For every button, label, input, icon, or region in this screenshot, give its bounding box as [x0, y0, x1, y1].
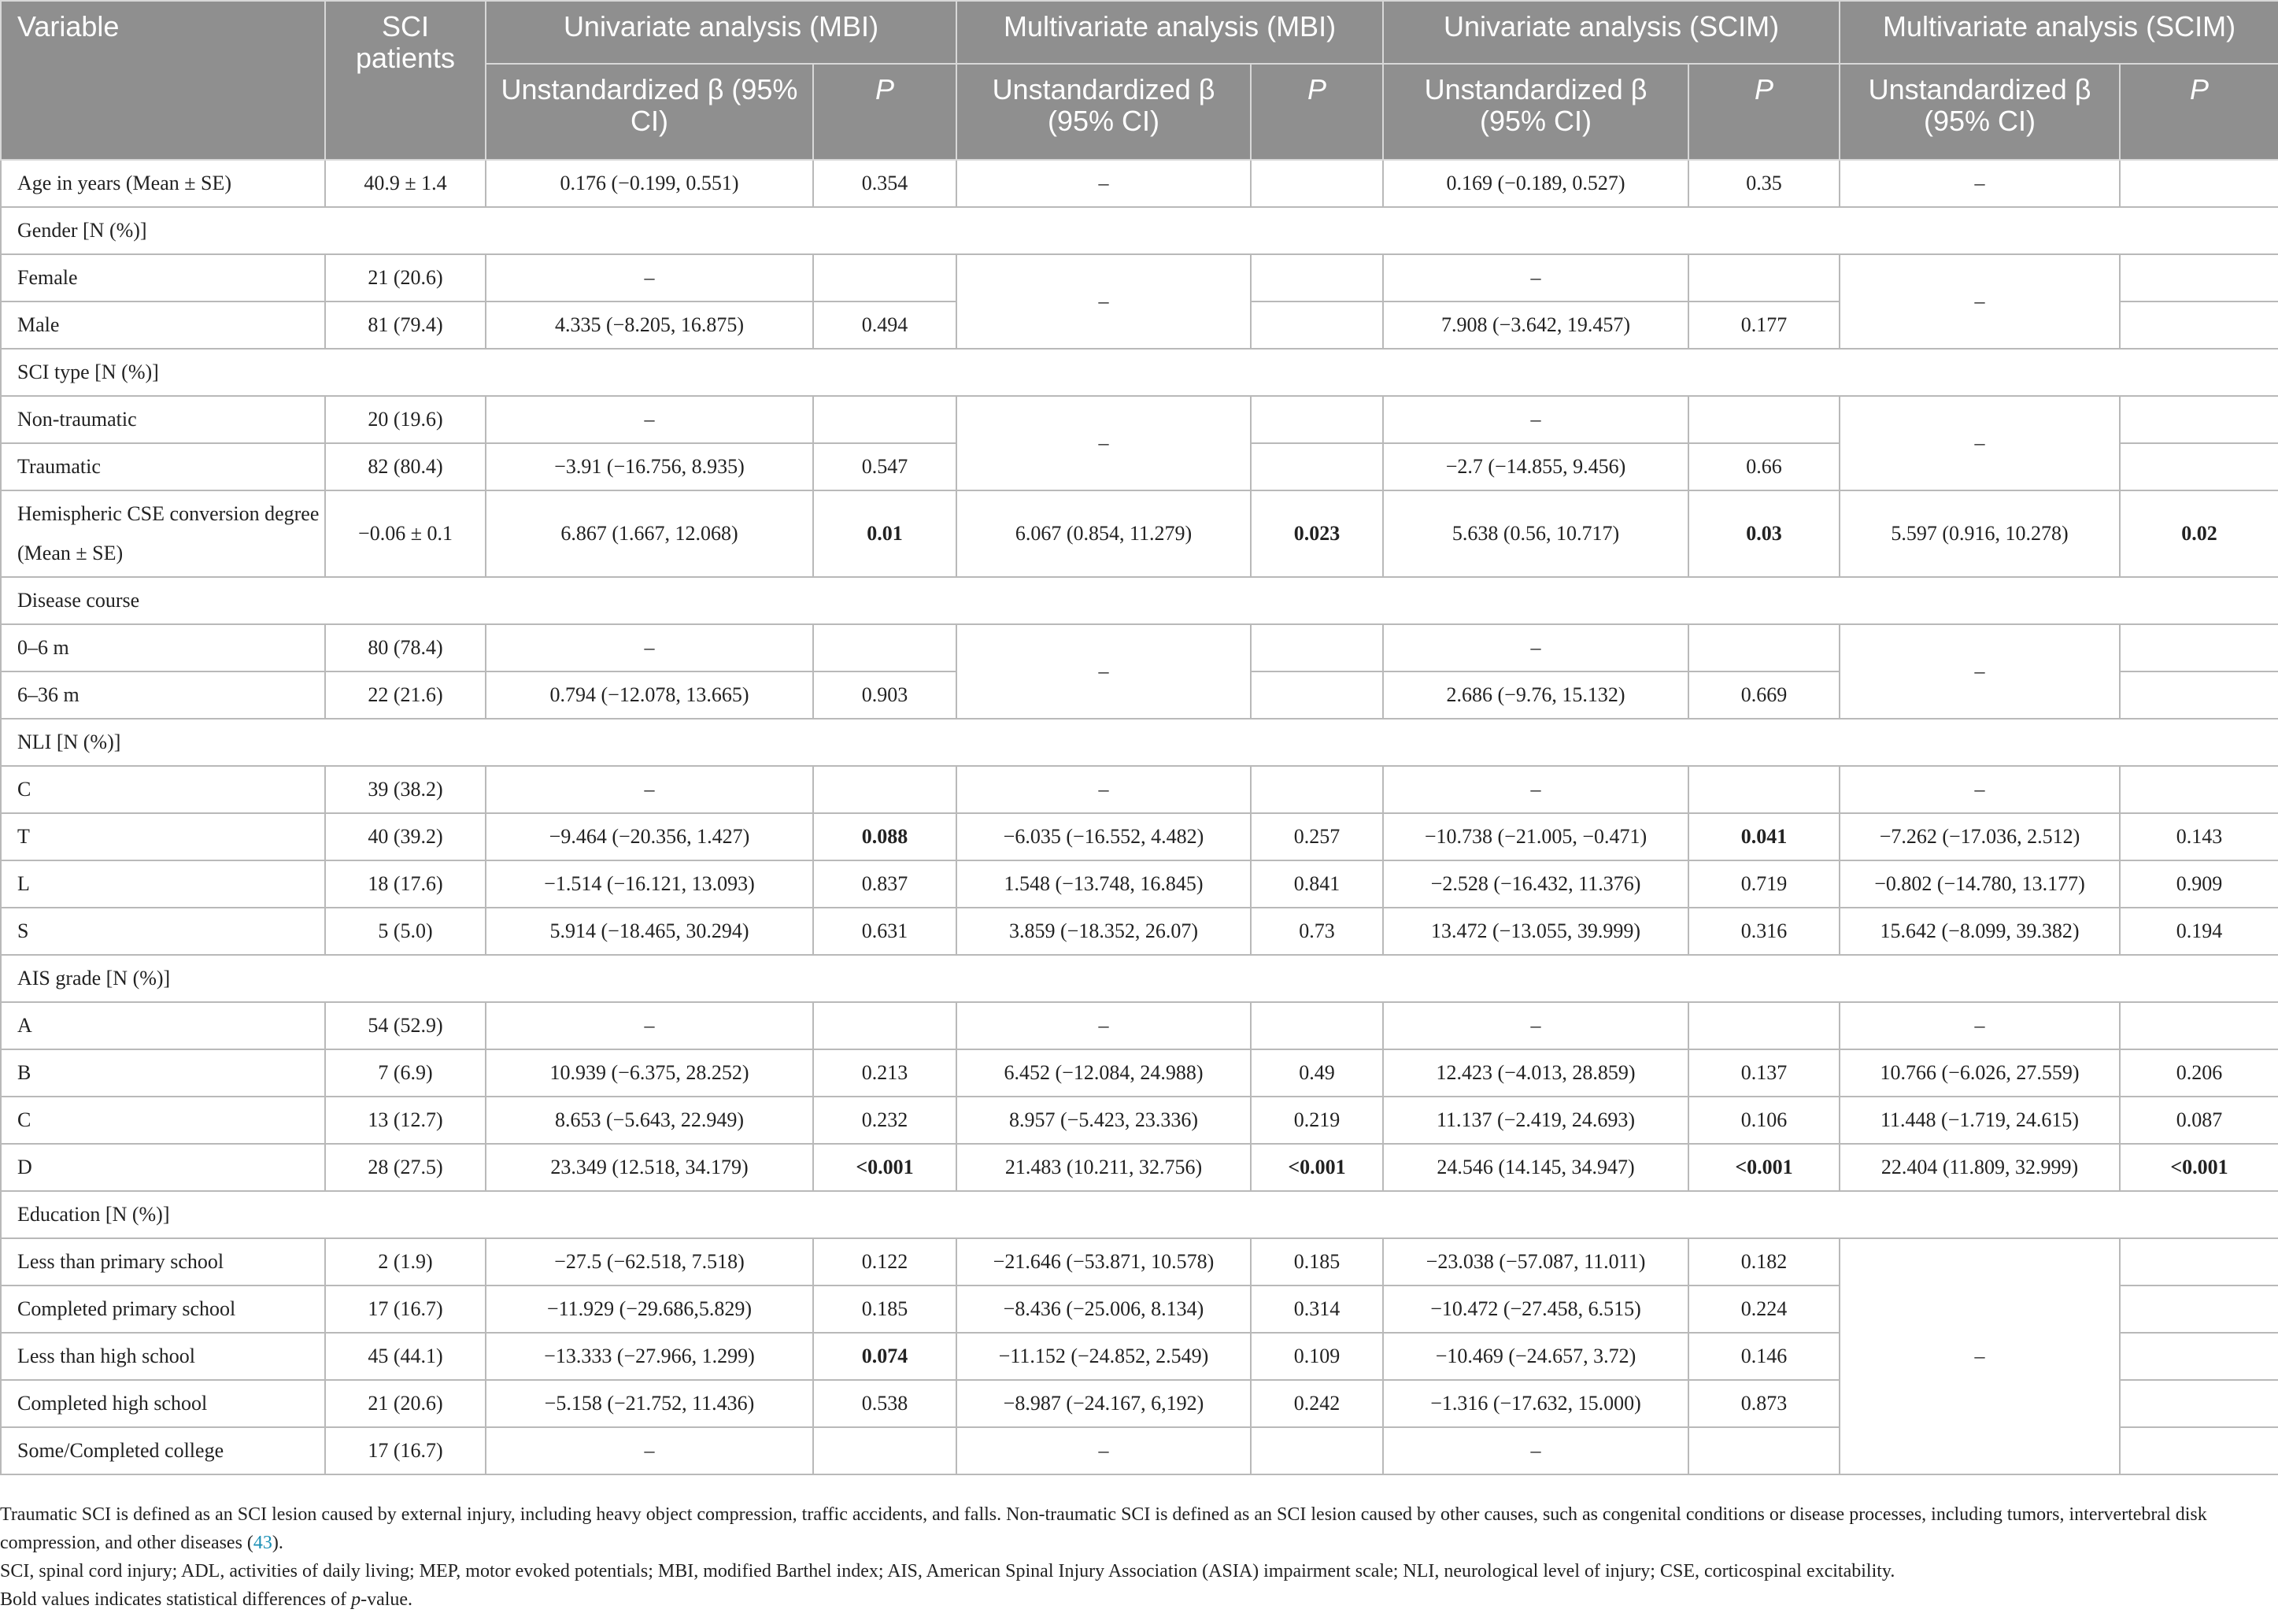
- cell-u-mbi-beta: 10.939 (−6.375, 28.252): [486, 1049, 813, 1097]
- cell-m-mbi-p: [1251, 396, 1383, 443]
- cell-u-mbi-beta: 0.794 (−12.078, 13.665): [486, 671, 813, 719]
- group-label: NLI [N (%)]: [1, 719, 2278, 766]
- cell-u-scim-beta: 0.169 (−0.189, 0.527): [1383, 160, 1688, 207]
- table-row: [1, 766, 2278, 813]
- cell-m-scim-beta: 22.404 (11.809, 32.999): [1840, 1144, 2120, 1191]
- cell-u-scim-p: [1688, 254, 1840, 301]
- cell-u-mbi-p: [813, 396, 956, 443]
- cell-m-scim-beta: –: [1840, 624, 2120, 719]
- cell-m-scim-p: [2120, 1238, 2278, 1286]
- cell-u-mbi-beta: –: [486, 1002, 813, 1049]
- cell-m-mbi-beta: –: [956, 254, 1251, 349]
- cell-m-mbi-beta: 3.859 (−18.352, 26.07): [956, 908, 1251, 955]
- cell-u-scim-p: [1688, 1427, 1840, 1474]
- cell-m-scim-p: 0.087: [2120, 1097, 2278, 1144]
- cell-u-scim-beta: 24.546 (14.145, 34.947): [1383, 1144, 1688, 1191]
- header-multivariate-scim: Multivariate analysis (SCIM): [1840, 1, 2278, 64]
- cell-u-mbi-beta: −13.333 (−27.966, 1.299): [486, 1333, 813, 1380]
- cell-u-scim-p: 0.137: [1688, 1049, 1840, 1097]
- table-row: [1, 254, 2278, 301]
- group-row: [1, 955, 2278, 1002]
- row-label: C: [1, 766, 325, 813]
- cell-u-mbi-beta: –: [486, 1427, 813, 1474]
- cell-sci: 54 (52.9): [325, 1002, 486, 1049]
- cell-u-scim-p: [1688, 1002, 1840, 1049]
- cell-u-scim-beta: –: [1383, 766, 1688, 813]
- cell-m-mbi-beta: –: [956, 624, 1251, 719]
- header-beta: Unstandardized β (95% CI): [1840, 64, 2120, 160]
- row-label: T: [1, 813, 325, 860]
- cell-u-mbi-p: 0.547: [813, 443, 956, 490]
- cell-u-scim-p: 0.106: [1688, 1097, 1840, 1144]
- cell-m-mbi-beta: –: [956, 1002, 1251, 1049]
- cell-u-mbi-p: [813, 254, 956, 301]
- cell-m-scim-beta: –: [1840, 254, 2120, 349]
- cell-sci: 39 (38.2): [325, 766, 486, 813]
- cell-u-scim-beta: –: [1383, 624, 1688, 671]
- cell-u-scim-beta: −10.469 (−24.657, 3.72): [1383, 1333, 1688, 1380]
- cell-sci: 5 (5.0): [325, 908, 486, 955]
- cell-u-scim-p: 0.35: [1688, 160, 1840, 207]
- cell-m-mbi-p: [1251, 160, 1383, 207]
- cell-u-mbi-p: 0.903: [813, 671, 956, 719]
- cell-u-scim-beta: −2.7 (−14.855, 9.456): [1383, 443, 1688, 490]
- group-row: [1, 577, 2278, 624]
- cell-u-scim-beta: –: [1383, 396, 1688, 443]
- row-label: B: [1, 1049, 325, 1097]
- cell-sci: 17 (16.7): [325, 1427, 486, 1474]
- table-body: [1, 160, 2278, 1474]
- header-beta: Unstandardized β (95% CI): [486, 64, 813, 160]
- cell-m-mbi-p: 0.841: [1251, 860, 1383, 908]
- cell-m-scim-p: [2120, 160, 2278, 207]
- cell-m-mbi-p: 0.257: [1251, 813, 1383, 860]
- header-univariate-scim: Univariate analysis (SCIM): [1383, 1, 1840, 64]
- bold-note-end: -value.: [361, 1589, 413, 1610]
- cell-u-mbi-p: 0.01: [813, 490, 956, 577]
- table-row: [1, 1144, 2278, 1191]
- cell-u-scim-p: 0.03: [1688, 490, 1840, 577]
- cell-u-mbi-p: 0.122: [813, 1238, 956, 1286]
- header-multivariate-mbi: Multivariate analysis (MBI): [956, 1, 1383, 64]
- cell-u-mbi-beta: –: [486, 254, 813, 301]
- row-label: Female: [1, 254, 325, 301]
- header-sci-patients: SCI patients: [325, 1, 486, 160]
- cell-m-scim-p: [2120, 1380, 2278, 1427]
- cell-u-mbi-p: 0.088: [813, 813, 956, 860]
- cell-m-mbi-p: 0.314: [1251, 1286, 1383, 1333]
- row-label: A: [1, 1002, 325, 1049]
- footnote-definitions-end: ).: [272, 1533, 283, 1553]
- cell-u-mbi-p: 0.631: [813, 908, 956, 955]
- cell-m-scim-p: 0.143: [2120, 813, 2278, 860]
- cell-m-scim-beta: –: [1840, 396, 2120, 490]
- cell-u-mbi-p: 0.213: [813, 1049, 956, 1097]
- cell-u-scim-beta: –: [1383, 254, 1688, 301]
- reference-link[interactable]: 43: [253, 1533, 272, 1553]
- cell-m-mbi-p: 0.219: [1251, 1097, 1383, 1144]
- cell-m-scim-p: [2120, 766, 2278, 813]
- cell-m-mbi-beta: 21.483 (10.211, 32.756): [956, 1144, 1251, 1191]
- cell-m-scim-beta: –: [1840, 160, 2120, 207]
- cell-m-scim-p: [2120, 396, 2278, 443]
- cell-u-scim-p: 0.719: [1688, 860, 1840, 908]
- cell-m-mbi-p: [1251, 301, 1383, 349]
- cell-m-scim-p: 0.206: [2120, 1049, 2278, 1097]
- cell-sci: 81 (79.4): [325, 301, 486, 349]
- row-label: 6–36 m: [1, 671, 325, 719]
- cell-u-mbi-beta: 8.653 (−5.643, 22.949): [486, 1097, 813, 1144]
- cell-sci: 21 (20.6): [325, 1380, 486, 1427]
- cell-u-mbi-beta: 0.176 (−0.199, 0.551): [486, 160, 813, 207]
- cell-u-scim-beta: −2.528 (−16.432, 11.376): [1383, 860, 1688, 908]
- cell-u-scim-beta: −10.472 (−27.458, 6.515): [1383, 1286, 1688, 1333]
- group-row: [1, 207, 2278, 254]
- cell-u-mbi-beta: 6.867 (1.667, 12.068): [486, 490, 813, 577]
- cell-u-scim-p: 0.669: [1688, 671, 1840, 719]
- header-beta: Unstandardized β (95% CI): [956, 64, 1251, 160]
- cell-u-scim-beta: –: [1383, 1427, 1688, 1474]
- cell-sci: −0.06 ± 0.1: [325, 490, 486, 577]
- cell-u-scim-p: [1688, 396, 1840, 443]
- cell-u-scim-beta: 7.908 (−3.642, 19.457): [1383, 301, 1688, 349]
- header-p: P: [2120, 64, 2278, 160]
- cell-u-scim-p: 0.182: [1688, 1238, 1840, 1286]
- cell-u-mbi-p: [813, 1427, 956, 1474]
- cell-m-mbi-beta: −8.987 (−24.167, 6,192): [956, 1380, 1251, 1427]
- cell-sci: 82 (80.4): [325, 443, 486, 490]
- cell-m-mbi-beta: –: [956, 396, 1251, 490]
- cell-u-scim-beta: −23.038 (−57.087, 11.011): [1383, 1238, 1688, 1286]
- table-row: [1, 1238, 2278, 1286]
- cell-u-scim-beta: –: [1383, 1002, 1688, 1049]
- cell-u-mbi-beta: 4.335 (−8.205, 16.875): [486, 301, 813, 349]
- cell-m-mbi-beta: –: [956, 160, 1251, 207]
- header-p: P: [1688, 64, 1840, 160]
- cell-m-mbi-beta: −8.436 (−25.006, 8.134): [956, 1286, 1251, 1333]
- table-row: [1, 624, 2278, 671]
- cell-u-mbi-p: [813, 766, 956, 813]
- table-row: [1, 1097, 2278, 1144]
- cell-m-mbi-p: [1251, 671, 1383, 719]
- footnote-bold-note: [0, 1585, 2267, 1614]
- cell-m-scim-p: [2120, 301, 2278, 349]
- cell-u-mbi-p: <0.001: [813, 1144, 956, 1191]
- header-univariate-mbi: Univariate analysis (MBI): [486, 1, 956, 64]
- row-label: Age in years (Mean ± SE): [1, 160, 325, 207]
- cell-m-scim-beta: −0.802 (−14.780, 13.177): [1840, 860, 2120, 908]
- row-label: Less than primary school: [1, 1238, 325, 1286]
- row-label: Completed high school: [1, 1380, 325, 1427]
- cell-m-mbi-p: 0.185: [1251, 1238, 1383, 1286]
- group-row: [1, 1191, 2278, 1238]
- cell-sci: 7 (6.9): [325, 1049, 486, 1097]
- cell-m-scim-p: [2120, 1333, 2278, 1380]
- cell-u-mbi-beta: −3.91 (−16.756, 8.935): [486, 443, 813, 490]
- table-row: [1, 1049, 2278, 1097]
- cell-u-mbi-beta: –: [486, 396, 813, 443]
- table-row: [1, 160, 2278, 207]
- bold-note-text: Bold values indicates statistical differences of: [0, 1589, 352, 1610]
- row-label: D: [1, 1144, 325, 1191]
- cell-m-mbi-p: <0.001: [1251, 1144, 1383, 1191]
- cell-u-mbi-p: 0.232: [813, 1097, 956, 1144]
- bold-note-italic: p: [351, 1589, 361, 1610]
- table-row: [1, 813, 2278, 860]
- cell-m-mbi-p: 0.242: [1251, 1380, 1383, 1427]
- cell-m-scim-p: [2120, 254, 2278, 301]
- cell-u-scim-p: 0.66: [1688, 443, 1840, 490]
- row-label: S: [1, 908, 325, 955]
- cell-sci: 21 (20.6): [325, 254, 486, 301]
- cell-u-mbi-beta: −5.158 (−21.752, 11.436): [486, 1380, 813, 1427]
- row-label: 0–6 m: [1, 624, 325, 671]
- cell-m-mbi-beta: 6.452 (−12.084, 24.988): [956, 1049, 1251, 1097]
- cell-u-scim-p: 0.224: [1688, 1286, 1840, 1333]
- table-row: [1, 1002, 2278, 1049]
- table-row: [1, 490, 2278, 577]
- cell-u-scim-p: 0.041: [1688, 813, 1840, 860]
- cell-m-scim-p: [2120, 1427, 2278, 1474]
- cell-u-mbi-beta: –: [486, 766, 813, 813]
- cell-m-scim-beta: 11.448 (−1.719, 24.615): [1840, 1097, 2120, 1144]
- cell-u-scim-p: 0.873: [1688, 1380, 1840, 1427]
- cell-u-mbi-p: 0.354: [813, 160, 956, 207]
- footnote-abbreviations: SCI, spinal cord injury; ADL, activities of daily living; MEP, motor evoked potentials; MBI, modified Barthel index; AIS, American Spinal Injury Association (ASIA) impairment scale; NLI, neurological level of injury; CSE, corticospinal excitability.: [0, 1561, 1895, 1581]
- group-label: AIS grade [N (%)]: [1, 955, 2278, 1002]
- cell-sci: 13 (12.7): [325, 1097, 486, 1144]
- group-row: [1, 349, 2278, 396]
- row-label: Completed primary school: [1, 1286, 325, 1333]
- table-row: [1, 908, 2278, 955]
- cell-u-scim-beta: 5.638 (0.56, 10.717): [1383, 490, 1688, 577]
- row-label: C: [1, 1097, 325, 1144]
- cell-u-mbi-beta: −9.464 (−20.356, 1.427): [486, 813, 813, 860]
- cell-sci: 20 (19.6): [325, 396, 486, 443]
- cell-sci: 17 (16.7): [325, 1286, 486, 1333]
- cell-u-mbi-p: [813, 624, 956, 671]
- cell-m-mbi-p: [1251, 766, 1383, 813]
- cell-u-mbi-p: 0.074: [813, 1333, 956, 1380]
- cell-u-mbi-p: 0.837: [813, 860, 956, 908]
- cell-sci: 2 (1.9): [325, 1238, 486, 1286]
- cell-u-mbi-beta: −11.929 (−29.686,5.829): [486, 1286, 813, 1333]
- footnote-definitions-text: Traumatic SCI is defined as an SCI lesion caused by external injury, including heavy object compression, traffic accidents, and falls. Non-traumatic SCI is defined as an SCI lesion caused by other causes, such as congenital conditions or disease processes, including tumors, intervertebral disk compression, and other diseases (: [0, 1504, 2207, 1553]
- row-label: Less than high school: [1, 1333, 325, 1380]
- cell-sci: 45 (44.1): [325, 1333, 486, 1380]
- cell-m-mbi-beta: −21.646 (−53.871, 10.578): [956, 1238, 1251, 1286]
- cell-m-mbi-beta: –: [956, 766, 1251, 813]
- cell-m-scim-beta: –: [1840, 1002, 2120, 1049]
- cell-m-scim-p: [2120, 624, 2278, 671]
- cell-sci: 40.9 ± 1.4: [325, 160, 486, 207]
- group-row: [1, 719, 2278, 766]
- cell-u-scim-beta: 12.423 (−4.013, 28.859): [1383, 1049, 1688, 1097]
- cell-u-mbi-p: 0.185: [813, 1286, 956, 1333]
- cell-u-mbi-beta: 23.349 (12.518, 34.179): [486, 1144, 813, 1191]
- cell-u-scim-beta: −1.316 (−17.632, 15.000): [1383, 1380, 1688, 1427]
- header-beta: Unstandardized β (95% CI): [1383, 64, 1688, 160]
- cell-m-mbi-p: [1251, 1427, 1383, 1474]
- cell-u-scim-beta: 11.137 (−2.419, 24.693): [1383, 1097, 1688, 1144]
- cell-u-scim-beta: −10.738 (−21.005, −0.471): [1383, 813, 1688, 860]
- cell-m-scim-p: 0.909: [2120, 860, 2278, 908]
- cell-u-mbi-p: 0.538: [813, 1380, 956, 1427]
- cell-m-scim-p: 0.194: [2120, 908, 2278, 955]
- cell-u-scim-p: 0.146: [1688, 1333, 1840, 1380]
- row-label: Non-traumatic: [1, 396, 325, 443]
- cell-u-mbi-beta: −1.514 (−16.121, 13.093): [486, 860, 813, 908]
- group-label: SCI type [N (%)]: [1, 349, 2278, 396]
- group-label: Disease course: [1, 577, 2278, 624]
- cell-u-scim-p: 0.316: [1688, 908, 1840, 955]
- cell-m-scim-beta: 15.642 (−8.099, 39.382): [1840, 908, 2120, 955]
- cell-m-mbi-beta: −11.152 (−24.852, 2.549): [956, 1333, 1251, 1380]
- header-p: P: [813, 64, 956, 160]
- cell-u-scim-p: [1688, 624, 1840, 671]
- cell-m-scim-p: [2120, 1002, 2278, 1049]
- cell-sci: 18 (17.6): [325, 860, 486, 908]
- group-label: Gender [N (%)]: [1, 207, 2278, 254]
- cell-sci: 28 (27.5): [325, 1144, 486, 1191]
- row-label: Male: [1, 301, 325, 349]
- cell-u-mbi-p: 0.494: [813, 301, 956, 349]
- cell-u-mbi-p: [813, 1002, 956, 1049]
- table-footnotes: [0, 1500, 2267, 1614]
- cell-m-mbi-p: [1251, 624, 1383, 671]
- cell-m-scim-beta: 5.597 (0.916, 10.278): [1840, 490, 2120, 577]
- cell-m-mbi-beta: −6.035 (−16.552, 4.482): [956, 813, 1251, 860]
- cell-m-scim-p: <0.001: [2120, 1144, 2278, 1191]
- row-label: Traumatic: [1, 443, 325, 490]
- cell-m-mbi-p: 0.109: [1251, 1333, 1383, 1380]
- row-label: Some/Completed college: [1, 1427, 325, 1474]
- cell-m-scim-beta: –: [1840, 766, 2120, 813]
- cell-m-scim-p: 0.02: [2120, 490, 2278, 577]
- cell-m-scim-beta: –: [1840, 1238, 2120, 1474]
- cell-m-scim-beta: −7.262 (−17.036, 2.512): [1840, 813, 2120, 860]
- cell-m-mbi-p: 0.73: [1251, 908, 1383, 955]
- cell-u-mbi-beta: −27.5 (−62.518, 7.518): [486, 1238, 813, 1286]
- cell-m-mbi-p: [1251, 443, 1383, 490]
- table-row: [1, 396, 2278, 443]
- cell-m-mbi-p: [1251, 1002, 1383, 1049]
- row-label: L: [1, 860, 325, 908]
- cell-u-scim-p: [1688, 766, 1840, 813]
- group-label: Education [N (%)]: [1, 1191, 2278, 1238]
- footnote-definitions: [0, 1500, 2267, 1557]
- header-variable: Variable: [1, 1, 325, 160]
- cell-sci: 40 (39.2): [325, 813, 486, 860]
- header-p: P: [1251, 64, 1383, 160]
- cell-sci: 80 (78.4): [325, 624, 486, 671]
- cell-m-scim-p: [2120, 1286, 2278, 1333]
- cell-m-mbi-p: [1251, 254, 1383, 301]
- cell-u-scim-beta: 2.686 (−9.76, 15.132): [1383, 671, 1688, 719]
- cell-u-scim-beta: 13.472 (−13.055, 39.999): [1383, 908, 1688, 955]
- cell-m-mbi-p: 0.49: [1251, 1049, 1383, 1097]
- cell-m-mbi-beta: –: [956, 1427, 1251, 1474]
- cell-u-scim-p: 0.177: [1688, 301, 1840, 349]
- table-header: [1, 1, 2278, 160]
- table-row: [1, 860, 2278, 908]
- cell-m-mbi-beta: 1.548 (−13.748, 16.845): [956, 860, 1251, 908]
- cell-m-mbi-p: 0.023: [1251, 490, 1383, 577]
- cell-sci: 22 (21.6): [325, 671, 486, 719]
- row-label: Hemispheric CSE conversion degree (Mean ± SE): [1, 490, 325, 577]
- cell-m-scim-p: [2120, 671, 2278, 719]
- cell-m-scim-p: [2120, 443, 2278, 490]
- cell-m-mbi-beta: 8.957 (−5.423, 23.336): [956, 1097, 1251, 1144]
- cell-m-scim-beta: 10.766 (−6.026, 27.559): [1840, 1049, 2120, 1097]
- cell-u-mbi-beta: –: [486, 624, 813, 671]
- cell-u-mbi-beta: 5.914 (−18.465, 30.294): [486, 908, 813, 955]
- cell-m-mbi-beta: 6.067 (0.854, 11.279): [956, 490, 1251, 577]
- cell-u-scim-p: <0.001: [1688, 1144, 1840, 1191]
